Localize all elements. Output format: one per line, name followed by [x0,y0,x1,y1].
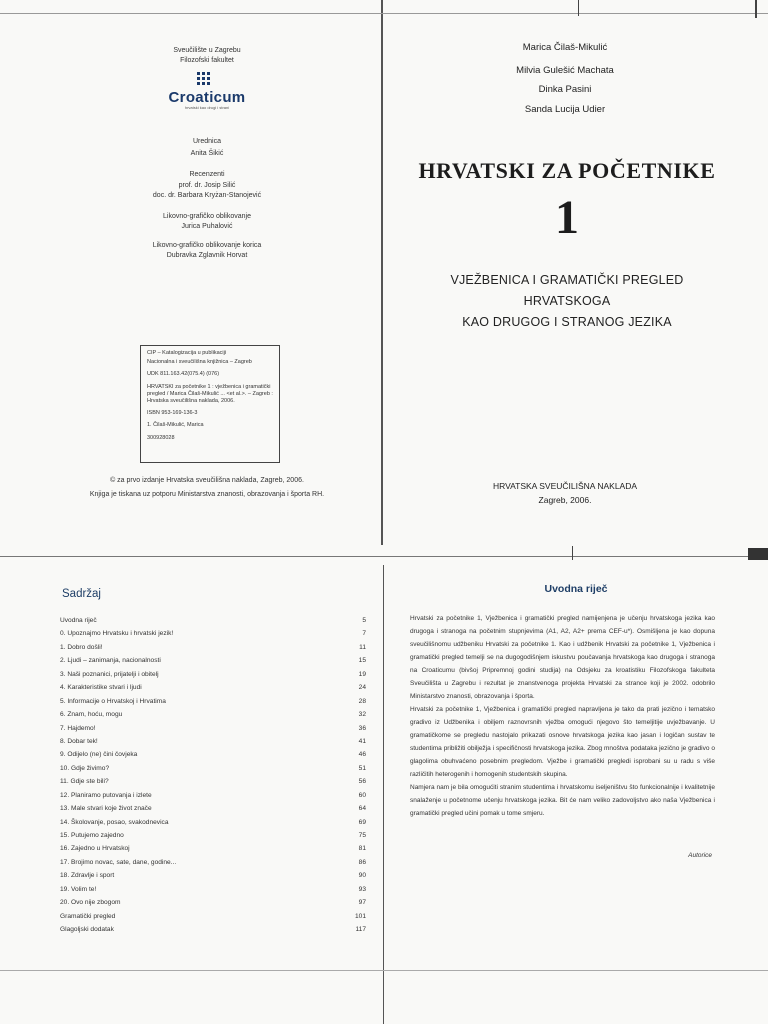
toc-entry-label: 4. Karakteristike stvari i ljudi [60,684,142,692]
toc-entry [60,910,366,923]
toc-entry-label: 18. Zdravlje i sport [60,872,115,880]
toc-entry-page: 51 [358,764,366,772]
toc-entry-page: 117 [355,926,366,934]
cip-entry: 1. Čilaš-Mikulić, Marica [147,422,204,429]
design-role: Likovno-grafičko oblikovanje [163,213,251,220]
toc-entry-page: 90 [358,872,366,880]
volume-number: 1 [555,191,579,244]
toc-entry-page: 93 [358,885,366,893]
reviewer-name: doc. dr. Barbara Kryżan-Stanojević [152,192,262,199]
toc-entry-label: 17. Brojimo novac, sate, dane, godine... [60,858,177,866]
toc-entry-page: 36 [358,724,366,732]
foreword-body [410,612,715,820]
bottom-edge-line [0,970,768,971]
author-name: Milvia Gulešić Machata [516,65,614,76]
institution-line2: Filozofski fakultet [180,57,234,64]
toc-entry-page: 60 [358,791,366,799]
page-tick-mark [572,546,573,560]
cip-heading: CIP – Katalogizacija u publikaciji [147,350,227,356]
toc-entry-label: 11. Gdje ste bili? [60,778,109,786]
cip-record: HRVATSKI za početnike 1 : vježbenica i gramatički pregled / Marica Čilaš-Mikulić ... <et al.>. – Zagreb : Hrvatska sveučilišna naklada, 2006. [147,383,273,405]
publisher-name: HRVATSKA SVEUČILIŠNA NAKLADA [492,481,638,491]
toc-entry-page: 56 [358,778,366,786]
institution-line1: Sveučilište u Zagrebu [173,47,241,54]
toc-entry [60,722,366,735]
toc-entry-page: 101 [354,912,366,920]
toc-entry-page: 75 [358,832,366,839]
toc-entry-label: 1. Dobro došli! [60,643,103,651]
croaticum-logo-icon [197,72,211,86]
toc-entry [60,708,366,721]
imprint-page [0,0,384,552]
support-line: Knjiga je tiskana uz potporu Ministarstva znanosti, obrazovanja i športa RH. [89,491,325,498]
toc-entry [60,735,366,748]
toc-entry-label: 15. Putujemo zajedno [60,832,124,839]
vertical-gutter-bottom [383,565,384,1024]
toc-entry-page: 86 [358,858,366,866]
contents-list [60,614,366,937]
toc-entry-page: 64 [358,805,366,813]
foreword-paragraph: Hrvatski za početnike 1, Vježbenica i gramatički pregled namijenjena je učenju hrvatskoga jezika kao drugoga i stranoga na početnim stupnjevima (A1, A2, A2+ prema CEF-u*). Osmišljena je kao dopuna sveučilišnomu udžbeniku Hrvatski za početnike 1. Kao i udžbenik Hrvatski za početnike 1, Vježbenica i gramatički pregled temelji se na dugogodišnjem iskustvu poučavanja hrvatskoga kao drugoga i stranoga na Croaticumu (bivšoj Pripremnoj godini studija) na Odsjeku za kroatistiku Filozofskoga fakulteta Sveučilišta u Zagrebu i rezultat je znanstvenoga projekta Hrvatski za strance koji je 2002. odobrilo Ministarstvo znanosti, obrazovanja i športa. [410,615,715,700]
toc-entry [60,614,366,627]
subtitle-line: HRVATSKOGA [523,294,611,308]
toc-entry-label: 16. Zajedno u Hrvatskoj [60,845,130,853]
toc-entry-label: 5. Informacije o Hrvatskoj i Hrvatima [60,697,166,705]
toc-entry [60,856,366,869]
toc-entry [60,762,366,775]
toc-entry-label: 2. Ljudi – zanimanja, nacionalnosti [60,657,161,665]
cip-library: Nacionalna i sveučilišna knjižnica – Zagreb [147,359,252,366]
toc-entry-label: 19. Volim te! [60,885,97,893]
toc-entry-page: 32 [358,711,366,719]
toc-entry-label: 0. Upoznajmo Hrvatsku i hrvatski jezik! [60,630,174,638]
author-name: Dinka Pasini [538,84,592,95]
toc-entry [60,627,366,640]
toc-entry-label: Glagoljski dodatak [60,926,114,934]
toc-entry [60,668,366,681]
vertical-gutter-top [381,0,383,545]
foreword-signature: Autorice [688,852,712,859]
foreword-paragraph: Hrvatski za početnike 1, Vježbenica i gramatički pregled napravljena je tako da prati jezično i tematsko gradivo iz Udžbenika i obiljem raznovrsnih vježba omogući njegovo što temeljitije uvježbavanje. U gramatičkome se pregledu nastojalo prikazati osnove hrvatskoga jezika kao jasan i logičan sustav te studentima približiti obilježja i specifičnosti hrvatskoga jezika. Zbog mnoštva podataka jezično je gradivo o glagolima obuhvaćeno posebnim pregledom. Vježbe i gramatički pregledi isprobani su u radu s više različitih heterogenih i homogenih studentskih skupina. [410,706,715,778]
toc-entry-page: 19 [358,670,366,678]
toc-entry-page: 69 [358,818,366,826]
toc-entry-page: 28 [358,697,366,705]
cip-udk: UDK 811.163.42(075.4) (076) [147,371,220,378]
toc-entry-label: Gramatički pregled [60,912,116,920]
toc-entry [60,842,366,855]
toc-entry-page: 15 [358,657,366,665]
contents-title: Sadržaj [62,588,101,600]
toc-entry [60,923,366,936]
toc-entry [60,816,366,829]
cip-record-box [140,345,280,463]
toc-entry-page: 11 [359,643,366,651]
design-name: Jurica Puhalović [181,223,233,230]
croaticum-logo-tagline: hrvatski kao drugi i strani [184,105,230,110]
copyright-line: © za prvo izdanje Hrvatska sveučilišna naklada, Zagreb, 2006. [110,477,304,484]
toc-entry-label: 3. Naši poznanici, prijatelji i obitelj [60,670,159,678]
toc-entry [60,869,366,882]
cover-design-name: Dubravka Zglavnik Horvat [166,252,248,259]
reviewer-name: prof. dr. Josip Silić [178,182,236,189]
corner-mark [755,0,757,18]
book-title: HRVATSKI ZA POČETNIKE [418,158,716,183]
author-name: Marica Čilaš-Mikulić [522,42,608,53]
toc-entry-label: Uvodna riječ [60,617,97,624]
cip-number: 300928028 [147,434,175,441]
toc-entry [60,802,366,815]
page-tick-mark [578,0,579,16]
toc-entry-label: 13. Male stvari koje život znače [60,805,152,813]
toc-entry-label: 10. Gdje živimo? [60,764,110,772]
toc-entry-page: 41 [358,737,366,745]
toc-entry [60,695,366,708]
cip-isbn: ISBN 953-169-136-3 [147,410,198,417]
toc-entry-page: 81 [358,845,366,853]
toc-entry [60,681,366,694]
toc-entry-page: 46 [358,751,366,759]
toc-entry-page: 7 [362,630,366,638]
toc-entry [60,789,366,802]
toc-entry-label: 6. Znam, hoću, mogu [60,711,123,719]
subtitle-line: VJEŽBENICA I GRAMATIČKI PREGLED [450,273,684,287]
foreword-paragraph: Namjera nam je bila omogućiti stranim studentima i hrvatskomu iseljeništvu što funkcionalnije i kvalitetnije snalaženje u početnome učenju hrvatskoga jezika. Bit će nam veliko zadovoljstvo ako naša Vježbenica i gramatički pregled učini pomak u tome smjeru. [410,784,715,817]
binding-edge-mark [748,548,768,560]
toc-entry [60,775,366,788]
author-name: Sanda Lucija Udier [524,104,606,115]
toc-entry-label: 12. Planiramo putovanja i izlete [60,791,152,799]
toc-entry-page: 5 [362,617,366,624]
toc-entry-page: 24 [358,684,366,692]
cover-design-role: Likovno-grafičko oblikovanje korica [152,242,262,249]
editor-role: Urednica [192,138,221,145]
editor-name: Anita Šikić [190,150,224,157]
toc-entry [60,829,366,842]
toc-entry [60,896,366,909]
publication-place-year: Zagreb, 2006. [538,495,592,505]
croaticum-logo-wordmark: Croaticum [168,89,246,106]
horizontal-page-edge [0,556,768,557]
toc-entry [60,654,366,667]
toc-entry-label: 8. Dobar tek! [60,737,98,745]
top-edge-line [0,13,768,14]
subtitle-line: KAO DRUGOG I STRANOG JEZIKA [462,315,672,329]
toc-entry [60,641,366,654]
toc-entry-page: 97 [358,899,366,907]
toc-entry-label: 20. Ovo nije zbogom [60,899,121,907]
toc-entry-label: 14. Školovanje, posao, svakodnevica [60,818,169,826]
toc-entry-label: 9. Odijelo (ne) čini čovjeka [60,751,138,759]
toc-entry [60,883,366,896]
reviewers-role: Recenzenti [189,171,225,178]
foreword-title: Uvodna riječ [544,583,608,595]
toc-entry-label: 7. Hajdemo! [60,724,96,732]
toc-entry [60,748,366,761]
